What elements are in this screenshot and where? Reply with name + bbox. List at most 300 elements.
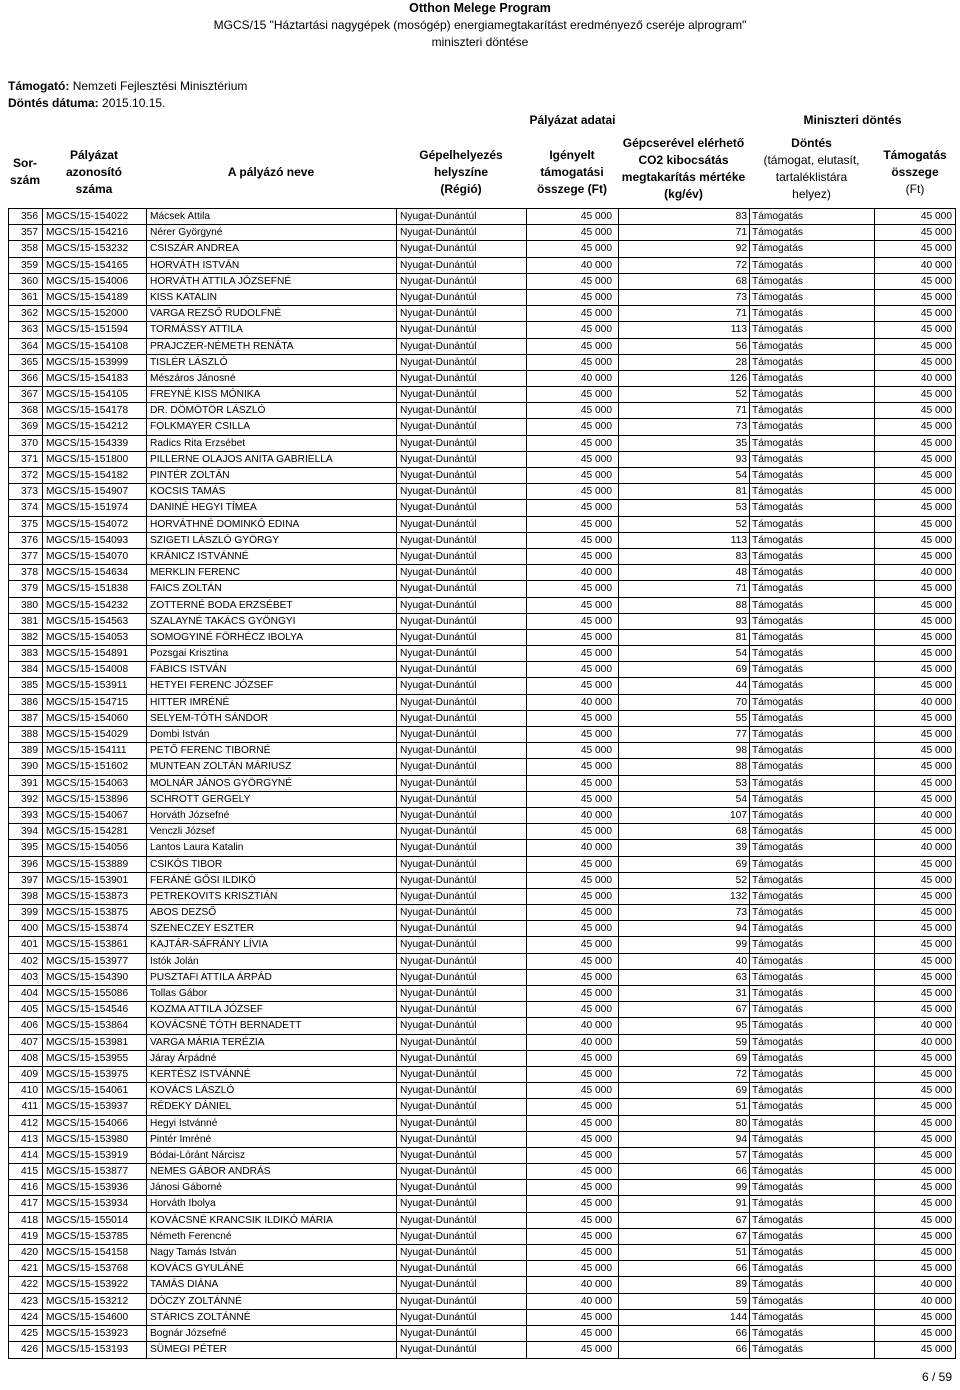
table-row [9,792,955,808]
decision-cell: Támogatás [750,306,875,321]
decision-date-line [8,95,165,112]
co2-savings-cell: 52 [619,517,750,532]
applicant-name-cell: DÓCZY ZOLTÁNNÉ [147,1294,397,1309]
co2-savings-cell: 70 [619,695,750,710]
region-cell: Nyugat-Dunántúl [397,711,527,726]
decision-cell: Támogatás [750,355,875,370]
co2-savings-cell: 59 [619,1035,750,1050]
row-number-cell: 404 [9,986,43,1001]
support-amount-cell: 45 000 [920,874,952,886]
co2-savings-cell: 91 [619,1196,750,1211]
decision-cell: Támogatás [750,1342,875,1358]
table-row [9,452,955,468]
requested-amount-cell: 45 000 [527,711,619,726]
row-number-cell: 372 [9,468,43,483]
co2-savings-cell: 67 [619,1213,750,1228]
support-amount-cell: 45 000 [920,227,952,239]
co2-savings-cell: 88 [619,759,750,774]
row-number-cell: 419 [9,1229,43,1244]
co2-savings-cell: 80 [619,1116,750,1131]
region-cell: Nyugat-Dunántúl [397,468,527,483]
row-number-cell: 371 [9,452,43,467]
application-id-cell: MGCS/15-154029 [43,727,147,742]
region-cell: Nyugat-Dunántúl [397,905,527,920]
support-amount-cell: 45 000 [920,1149,952,1161]
region-cell: Nyugat-Dunántúl [397,403,527,418]
applicant-name-cell: KOZMA ATTILA JÓZSEF [147,1002,397,1017]
support-amount-cell: 45 000 [920,1327,952,1339]
decision-cell: Támogatás [750,1067,875,1082]
requested-amount-cell: 45 000 [527,306,619,321]
requested-amount-cell: 45 000 [527,792,619,807]
row-number-cell: 363 [9,322,43,337]
row-number-cell: 356 [9,209,43,224]
applicant-name-cell: Bódai-Lóránt Nárcisz [147,1148,397,1163]
row-number-cell: 388 [9,727,43,742]
table-row [9,662,955,678]
co2-savings-cell: 53 [619,500,750,515]
requested-amount-cell: 45 000 [527,1099,619,1114]
region-cell: Nyugat-Dunántúl [397,598,527,613]
application-id-cell: MGCS/15-154060 [43,711,147,726]
table-row [9,1326,955,1342]
support-amount-cell: 45 000 [920,243,952,255]
decision-cell: Támogatás [750,549,875,564]
applicant-name-cell: KRÁNICZ ISTVÁNNÉ [147,549,397,564]
row-number-cell: 365 [9,355,43,370]
co2-savings-cell: 71 [619,403,750,418]
row-number-cell: 385 [9,678,43,693]
co2-savings-cell: 72 [619,1067,750,1082]
application-id-cell: MGCS/15-153937 [43,1099,147,1114]
co2-savings-cell: 66 [619,1342,750,1358]
applicant-name-cell: TORMÁSSY ATTILA [147,322,397,337]
region-cell: Nyugat-Dunántúl [397,808,527,823]
support-amount-cell: 40 000 [920,1295,952,1307]
row-number-cell: 369 [9,419,43,434]
support-amount-cell: 45 000 [920,534,952,546]
support-amount-cell: 45 000 [920,1004,952,1016]
requested-amount-cell: 40 000 [527,1277,619,1292]
support-amount-cell: 45 000 [920,356,952,368]
requested-amount-cell: 45 000 [527,355,619,370]
application-id-cell: MGCS/15-153873 [43,889,147,904]
support-amount-cell: 45 000 [920,470,952,481]
decision-cell: Támogatás [750,808,875,823]
application-id-cell: MGCS/15-153977 [43,954,147,969]
table-row [9,565,955,581]
applicant-name-cell: KOVÁCSNÉ TÓTH BERNADETT [147,1018,397,1033]
table-row [9,1099,955,1115]
co2-savings-cell: 107 [619,808,750,823]
application-id-cell: MGCS/15-154111 [43,743,147,758]
region-cell: Nyugat-Dunántúl [397,339,527,354]
region-cell: Nyugat-Dunántúl [397,371,527,386]
application-id-cell: MGCS/15-153874 [43,921,147,936]
table-row [9,1018,955,1034]
co2-savings-cell: 59 [619,1294,750,1309]
application-id-cell: MGCS/15-154600 [43,1310,147,1325]
decision-cell: Támogatás [750,517,875,532]
table-row [9,209,955,225]
row-number-cell: 373 [9,484,43,499]
region-cell: Nyugat-Dunántúl [397,954,527,969]
application-id-cell: MGCS/15-154281 [43,824,147,839]
requested-amount-cell: 45 000 [527,598,619,613]
co2-savings-cell: 67 [619,1002,750,1017]
table-row [9,986,955,1002]
applicant-name-cell: DR. DÖMÖTÖR LÁSZLÓ [147,403,397,418]
co2-savings-cell: 93 [619,452,750,467]
applicant-name-cell: FERÁNÉ GŐSI ILDIKÓ [147,873,397,888]
table-row [9,646,955,662]
decision-date-label: Döntés dátuma: [8,96,99,110]
table-row [9,759,955,775]
application-id-cell: MGCS/15-153232 [43,241,147,256]
decision-cell: Támogatás [750,792,875,807]
applicant-name-cell: HORVÁTH ISTVÁN [147,258,397,273]
decision-cell: Támogatás [750,1294,875,1309]
group-ministerial-decision: Miniszteri döntés [803,113,902,127]
row-number-cell: 401 [9,937,43,952]
co2-savings-cell: 54 [619,468,750,483]
co2-savings-cell: 51 [619,1099,750,1114]
support-amount-cell: 45 000 [920,308,952,320]
requested-amount-cell: 40 000 [527,695,619,710]
application-id-cell: MGCS/15-154022 [43,209,147,224]
support-amount-cell: 45 000 [920,1068,952,1080]
decision-cell: Támogatás [750,533,875,548]
region-cell: Nyugat-Dunántúl [397,1132,527,1147]
co2-savings-cell: 92 [619,241,750,256]
application-id-cell: MGCS/15-153923 [43,1326,147,1341]
application-id-cell: MGCS/15-153975 [43,1067,147,1082]
decision-cell: Támogatás [750,857,875,872]
decision-date-value: 2015.10.15. [102,96,166,110]
table-row [9,1245,955,1261]
row-number-cell: 390 [9,759,43,774]
row-number-cell: 399 [9,905,43,920]
decision-cell: Támogatás [750,452,875,467]
co2-savings-cell: 144 [619,1310,750,1325]
table-row [9,1148,955,1164]
region-cell: Nyugat-Dunántúl [397,549,527,564]
row-number-cell: 380 [9,598,43,613]
header-sor: Sor- szám [9,156,41,187]
applicant-name-cell: Pozsgai Krisztina [147,646,397,661]
support-amount-cell: 45 000 [920,923,952,935]
support-amount-cell: 45 000 [920,907,952,919]
row-number-cell: 375 [9,517,43,532]
table-row [9,339,955,355]
applicant-name-cell: PETREKOVITS KRISZTIÁN [147,889,397,904]
decision-cell: Támogatás [750,598,875,613]
region-cell: Nyugat-Dunántúl [397,1002,527,1017]
requested-amount-cell: 45 000 [527,241,619,256]
requested-amount-cell: 45 000 [527,873,619,888]
region-cell: Nyugat-Dunántúl [397,824,527,839]
header-applicant-name: A pályázó neve [227,164,315,179]
support-amount-cell: 45 000 [920,648,952,660]
support-amount-cell: 45 000 [920,615,952,627]
support-amount-cell: 45 000 [920,518,952,530]
row-number-cell: 400 [9,921,43,936]
application-id-cell: MGCS/15-154070 [43,549,147,564]
decision-cell: Támogatás [750,484,875,499]
row-number-cell: 379 [9,581,43,596]
application-id-cell: MGCS/15-153936 [43,1180,147,1195]
decision-cell: Támogatás [750,1148,875,1163]
requested-amount-cell: 45 000 [527,857,619,872]
applicant-name-cell: Pintér Imréné [147,1132,397,1147]
region-cell: Nyugat-Dunántúl [397,1245,527,1260]
applicant-name-cell: PRAJCZER-NÉMETH RENÁTA [147,339,397,354]
requested-amount-cell: 45 000 [527,1180,619,1195]
row-number-cell: 377 [9,549,43,564]
support-amount-cell: 45 000 [920,1247,952,1258]
requested-amount-cell: 45 000 [527,1116,619,1131]
header-region: Gépelhelyezés helyszíne (Régió) [419,147,503,196]
row-number-cell: 414 [9,1148,43,1163]
co2-savings-cell: 98 [619,743,750,758]
support-amount-cell: 45 000 [920,631,952,643]
decision-cell: Támogatás [750,1164,875,1179]
decision-cell: Támogatás [750,1051,875,1066]
decision-cell: Támogatás [750,436,875,451]
region-cell: Nyugat-Dunántúl [397,937,527,952]
requested-amount-cell: 45 000 [527,533,619,548]
decision-cell: Támogatás [750,840,875,855]
support-amount-cell: 40 000 [920,1020,952,1032]
co2-savings-cell: 31 [619,986,750,1001]
region-cell: Nyugat-Dunántúl [397,1051,527,1066]
table-row [9,937,955,953]
decision-cell: Támogatás [750,889,875,904]
support-amount-cell: 45 000 [920,1182,952,1194]
co2-savings-cell: 54 [619,646,750,661]
row-number-cell: 357 [9,225,43,240]
co2-savings-cell: 71 [619,306,750,321]
requested-amount-cell: 45 000 [527,1229,619,1244]
region-cell: Nyugat-Dunántúl [397,387,527,402]
row-number-cell: 394 [9,824,43,839]
decision-cell: Támogatás [750,403,875,418]
requested-amount-cell: 45 000 [527,727,619,742]
requested-amount-cell: 45 000 [527,1083,619,1098]
applicant-name-cell: Bognár Józsefné [147,1326,397,1341]
requested-amount-cell: 40 000 [527,1035,619,1050]
row-number-cell: 374 [9,500,43,515]
applicant-name-cell: Lantos Laura Katalin [147,840,397,855]
row-number-cell: 359 [9,258,43,273]
applicant-name-cell: HITTER IMRÉNÉ [147,695,397,710]
table-row [9,727,955,743]
applicant-name-cell: CSIKÓS TIBOR [147,857,397,872]
table-row [9,1164,955,1180]
region-cell: Nyugat-Dunántúl [397,1294,527,1309]
table-row [9,808,955,824]
region-cell: Nyugat-Dunántúl [397,662,527,677]
application-id-cell: MGCS/15-153193 [43,1342,147,1358]
requested-amount-cell: 45 000 [527,1310,619,1325]
table-row [9,1132,955,1148]
applicant-name-cell: Horváth Ibolya [147,1196,397,1211]
co2-savings-cell: 72 [619,258,750,273]
requested-amount-cell: 45 000 [527,1326,619,1341]
requested-amount-cell: 40 000 [527,808,619,823]
table-row [9,1035,955,1051]
support-amount-cell: 45 000 [920,712,952,724]
co2-savings-cell: 53 [619,776,750,791]
applicant-name-cell: DANINÉ HEGYI TÍMEA [147,500,397,515]
support-amount-cell: 45 000 [920,486,952,498]
application-id-cell: MGCS/15-153861 [43,937,147,952]
table-row [9,322,955,338]
application-id-cell: MGCS/15-154108 [43,339,147,354]
row-number-cell: 376 [9,533,43,548]
application-id-cell: MGCS/15-151800 [43,452,147,467]
row-number-cell: 413 [9,1132,43,1147]
applicant-name-cell: PINTÉR ZOLTÁN [147,468,397,483]
co2-savings-cell: 66 [619,1326,750,1341]
applicant-name-cell: Radics Rita Erzsébet [147,436,397,451]
decision-cell: Támogatás [750,678,875,693]
region-cell: Nyugat-Dunántúl [397,517,527,532]
table-row [9,1229,955,1245]
decision-cell: Támogatás [750,1002,875,1017]
row-number-cell: 416 [9,1180,43,1195]
supporter-value: Nemzeti Fejlesztési Minisztérium [72,79,248,93]
applicant-name-cell: Mácsek Attila [147,209,397,224]
requested-amount-cell: 45 000 [527,678,619,693]
requested-amount-cell: 45 000 [527,403,619,418]
region-cell: Nyugat-Dunántúl [397,727,527,742]
applicant-name-cell: Hegyi Istvánné [147,1116,397,1131]
application-id-cell: MGCS/15-154546 [43,1002,147,1017]
support-amount-cell: 45 000 [920,729,952,740]
region-cell: Nyugat-Dunántúl [397,500,527,515]
applicant-name-cell: KOVÁCSNÉ KRANCSIK ILDIKÓ MÁRIA [147,1213,397,1228]
support-amount-cell: 45 000 [920,1101,952,1113]
application-id-cell: MGCS/15-151594 [43,322,147,337]
region-cell: Nyugat-Dunántúl [397,889,527,904]
support-amount-cell: 40 000 [920,696,952,708]
row-number-cell: 425 [9,1326,43,1341]
applicant-name-cell: Istók Jolán [147,954,397,969]
table-row [9,711,955,727]
support-amount-cell: 45 000 [920,1344,952,1356]
support-amount-cell: 40 000 [920,809,952,821]
requested-amount-cell: 45 000 [527,274,619,289]
application-id-cell: MGCS/15-154212 [43,419,147,434]
requested-amount-cell: 45 000 [527,484,619,499]
row-number-cell: 398 [9,889,43,904]
row-number-cell: 378 [9,565,43,580]
support-amount-cell: 45 000 [920,453,952,465]
co2-savings-cell: 77 [619,727,750,742]
applicant-name-cell: SZALAYNÉ TAKÁCS GYÖNGYI [147,614,397,629]
support-amount-cell: 40 000 [920,1036,952,1048]
applicant-name-cell: Németh Ferencné [147,1229,397,1244]
requested-amount-cell: 45 000 [527,776,619,791]
support-amount-cell: 45 000 [920,275,952,287]
co2-savings-cell: 51 [619,1245,750,1260]
requested-amount-cell: 45 000 [527,1245,619,1260]
support-amount-cell: 45 000 [920,291,952,303]
program-title: Otthon Melege Program [409,1,551,15]
table-row [9,678,955,694]
decision-cell: Támogatás [750,1180,875,1195]
region-cell: Nyugat-Dunántúl [397,921,527,936]
application-id-cell: MGCS/15-154232 [43,598,147,613]
header-support-amount: Támogatás összege (Ft) [883,147,947,196]
support-amount-cell: 45 000 [920,1166,952,1178]
application-id-cell: MGCS/15-154056 [43,840,147,855]
application-id-cell: MGCS/15-154158 [43,1245,147,1260]
co2-savings-cell: 81 [619,630,750,645]
co2-savings-cell: 99 [619,1180,750,1195]
applicant-name-cell: VARGA MÁRIA TERÉZIA [147,1035,397,1050]
decision-cell: Támogatás [750,1261,875,1276]
row-number-cell: 381 [9,614,43,629]
applicant-name-cell: SZENECZEY ESZTER [147,921,397,936]
co2-savings-cell: 63 [619,970,750,985]
decision-cell: Támogatás [750,1083,875,1098]
co2-savings-cell: 28 [619,355,750,370]
co2-savings-cell: 89 [619,1277,750,1292]
region-cell: Nyugat-Dunántúl [397,1099,527,1114]
region-cell: Nyugat-Dunántúl [397,695,527,710]
decision-cell: Támogatás [750,776,875,791]
co2-savings-cell: 81 [619,484,750,499]
region-cell: Nyugat-Dunántúl [397,258,527,273]
row-number-cell: 393 [9,808,43,823]
application-id-cell: MGCS/15-154216 [43,225,147,240]
applicant-name-cell: FAICS ZOLTÁN [147,581,397,596]
co2-savings-cell: 39 [619,840,750,855]
applicant-name-cell: SCHROTT GERGELY [147,792,397,807]
applicant-name-cell: SELYEM-TÓTH SÁNDOR [147,711,397,726]
decision-cell: Támogatás [750,614,875,629]
co2-savings-cell: 68 [619,274,750,289]
application-id-cell: MGCS/15-154907 [43,484,147,499]
region-cell: Nyugat-Dunántúl [397,1180,527,1195]
region-cell: Nyugat-Dunántúl [397,419,527,434]
decision-cell: Támogatás [750,1035,875,1050]
application-id-cell: MGCS/15-154891 [43,646,147,661]
table-row [9,1196,955,1212]
region-cell: Nyugat-Dunántúl [397,857,527,872]
decision-cell: Támogatás [750,759,875,774]
row-number-cell: 364 [9,339,43,354]
applicant-name-cell: KERTÉSZ ISTVÁNNÉ [147,1067,397,1082]
decision-cell: Támogatás [750,339,875,354]
row-number-cell: 407 [9,1035,43,1050]
decision-table [8,208,956,1359]
applicant-name-cell: KOVÁCS GYULÁNÉ [147,1261,397,1276]
row-number-cell: 412 [9,1116,43,1131]
application-id-cell: MGCS/15-153768 [43,1261,147,1276]
table-row [9,290,955,306]
co2-savings-cell: 67 [619,1229,750,1244]
requested-amount-cell: 45 000 [527,1067,619,1082]
row-number-cell: 361 [9,290,43,305]
requested-amount-cell: 45 000 [527,1261,619,1276]
support-amount-cell: 45 000 [920,1085,952,1097]
table-row [9,776,955,792]
region-cell: Nyugat-Dunántúl [397,1229,527,1244]
row-number-cell: 362 [9,306,43,321]
